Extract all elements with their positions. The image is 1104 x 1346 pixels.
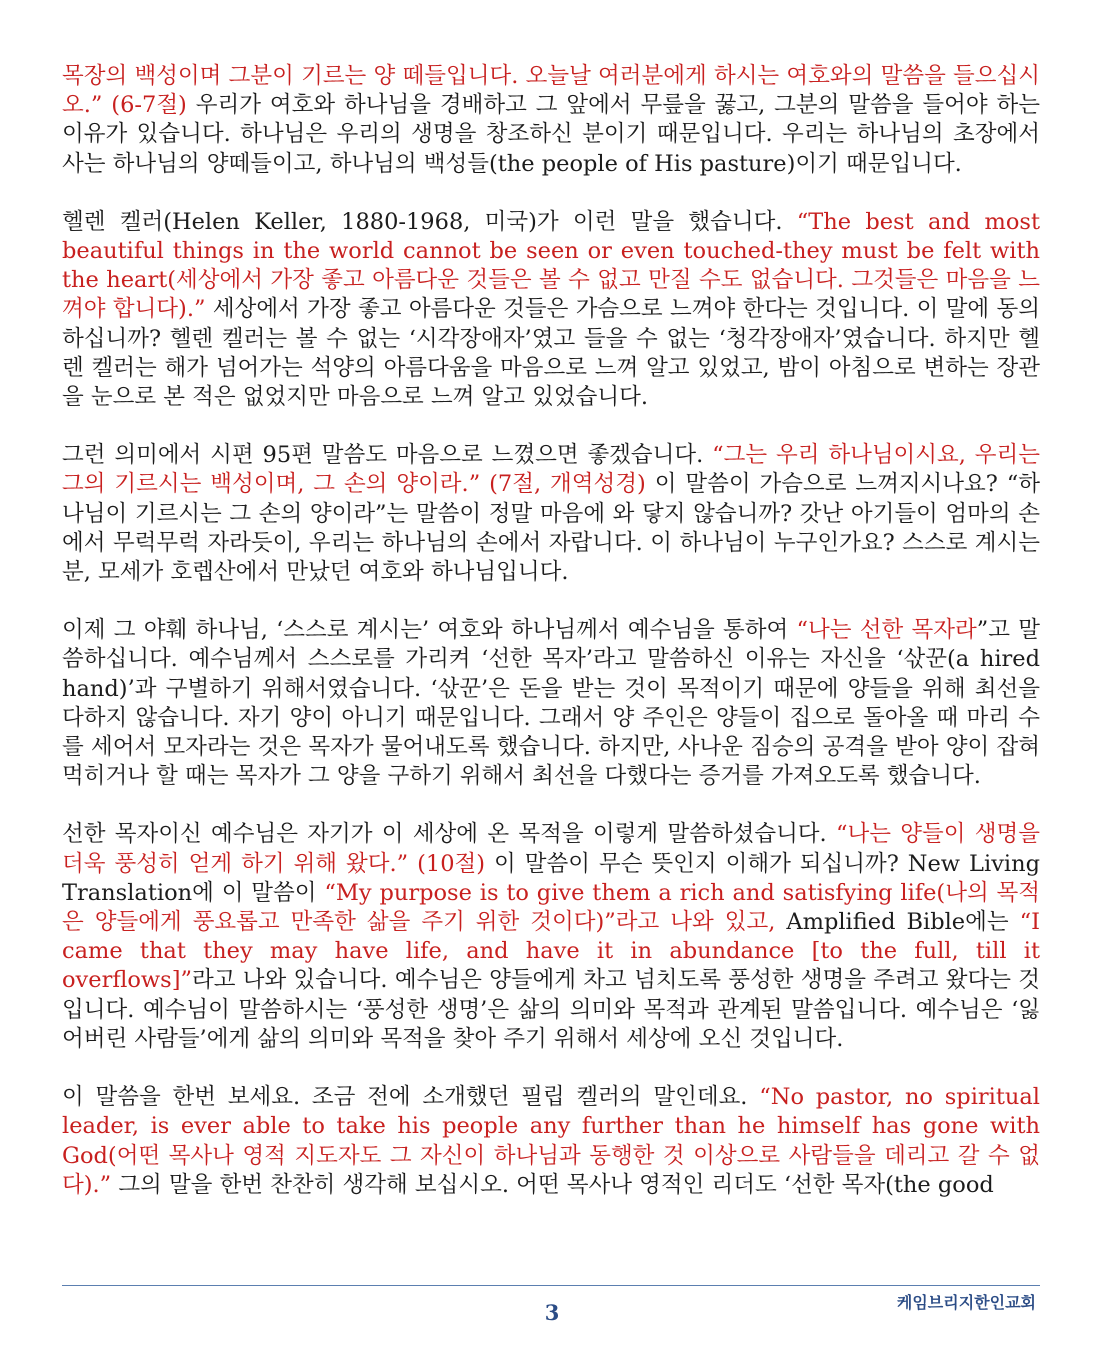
- paragraph: [62, 616, 1040, 791]
- article-body: [62, 62, 1040, 1229]
- quote-text: “나는 선한 목자라: [796, 617, 977, 644]
- paragraph: [62, 62, 1040, 179]
- quote-text: “The best and most beautiful things in the world cannot be seen or even touched-they must be felt with the heart(세상에서 가장 좋고 아름다운 것들은 볼 수 없고 만질 수도 없습니다. 그것들은 마음을 느껴야 합니다).”: [62, 208, 1040, 323]
- body-text: 세상에서 가장 좋고 아름다운 것들은 가슴으로 느껴야 한다는 것입니다. 이 말에 동의하십니까? 헬렌 켈러는 볼 수 없는 ‘시각장애자’였고 들을 수 없는 ‘청각장애자’였습니다. 하지만 헬렌 켈러는 해가 넘어가는 석양의 아름다움을 마음으로 느껴 알고 있었고, 밤이 아침으로 변하는 장관을 눈으로 본 적은 없었지만 마음으로 느껴 알고 있었습니다.: [62, 296, 1041, 411]
- paragraph: [62, 208, 1040, 412]
- body-text: 이 말씀을 한번 보세요. 조금 전에 소개했던 필립 켈러의 말인데요.: [62, 1084, 760, 1111]
- paragraph: [62, 820, 1040, 1054]
- body-text: 이 말씀이 가슴으로 느껴지시나요? “하나님이 기르시는 그 손의 양이라”는 말씀이 정말 마음에 와 닿지 않습니까? 갓난 아기들이 엄마의 손에서 무럭무럭 자라듯이, 우리는 하나님의 손에서 자랍니다. 이 하나님이 누구인가요? 스스로 계시는 분, 모세가 호렙산에서 만났던 여호와 하나님입니다.: [62, 471, 1040, 586]
- quote-text: 목장의 백성이며 그분이 기르는 양 떼들입니다. 오늘날 여러분에게 하시는 여호와의 말씀을 들으십시오.” (6-7절): [62, 63, 1040, 119]
- paragraph: [62, 1083, 1040, 1200]
- quote-text: “나는 양들이 생명을 더욱 풍성히 얻게 하기 위해 왔다.” (10절): [62, 821, 1040, 877]
- quote-text: “I came that they may have life, and have it in abundance [to the full, till it overflows]”: [62, 909, 1040, 994]
- body-text: Amplified Bible에는: [775, 909, 1020, 936]
- quote-text: “No pastor, no spiritual leader, is ever able to take his people any further than he himself has gone with God(어떤 목사나 영적 지도자도 그 자신이 하나님과 동행한 것 이상으로 사람들을 데리고 갈 수 없다).”: [62, 1084, 1041, 1198]
- quote-text: “그는 우리 하나님이시요, 우리는 그의 기르시는 백성이며, 그 손의 양이라.” (7절, 개역성경): [62, 442, 1040, 498]
- body-text: 헬렌 켈러(Helen Keller, 1880-1968, 미국)가 이런 말을 했습니다.: [62, 208, 797, 235]
- body-text: ”고 말씀하십니다. 예수님께서 스스로를 가리켜 ‘선한 목자’라고 말씀하신 이유는 자신을 ‘삯꾼(a hired hand)’과 구별하기 위해서였습니다. ‘삯꾼’은 돈을 받는 것이 목적이기 때문에 양들을 위해 최선을 다하지 않습니다. 자기 양이 아니기 때문입니다. 그래서 양 주인은 양들이 집으로 돌아올 때 마리 수를 세어서 모자라는 것은 목자가 물어내도록 했습니다. 하지만, 사나운 짐승의 공격을 받아 양이 잡혀 먹히거나 할 때는 목자가 그 양을 구하기 위해서 최선을 다했다는 증거를 가져오도록 했습니다.: [62, 617, 1040, 790]
- church-name: 케임브리지한인교회: [896, 1293, 1036, 1312]
- body-text: 이 말씀이 무슨 뜻인지 이해가 되십니까? New Living Translation에 이 말씀이: [62, 850, 1040, 906]
- paragraph: [62, 441, 1040, 587]
- body-text: 그런 의미에서 시편 95편 말씀도 마음으로 느꼈으면 좋겠습니다.: [62, 442, 713, 469]
- body-text: 그의 말을 한번 찬찬히 생각해 보십시오. 어떤 목사나 영적인 리더도 ‘선한 목자(the good: [111, 1171, 994, 1198]
- body-text: 이제 그 야훼 하나님, ‘스스로 계시는’ 여호와 하나님께서 예수님을 통하여: [62, 617, 797, 644]
- body-text: 우리가 여호와 하나님을 경배하고 그 앞에서 무릎을 꿇고, 그분의 말씀을 들어야 하는 이유가 있습니다. 하나님은 우리의 생명을 창조하신 분이기 때문입니다. 우리는 하나님의 초장에서 사는 하나님의 양떼들이고, 하나님의 백성들(the people of His pasture)이기 때문입니다.: [62, 92, 1040, 177]
- body-text: 선한 목자이신 예수님은 자기가 이 세상에 온 목적을 이렇게 말씀하셨습니다.: [62, 821, 836, 848]
- body-text: 라고 나와 있습니다. 예수님은 양들에게 차고 넘치도록 풍성한 생명을 주려고 왔다는 것입니다. 예수님이 말씀하시는 ‘풍성한 생명’은 삶의 의미와 목적과 관계된 말씀입니다. 예수님은 ‘잃어버린 사람들’에게 삶의 의미와 목적을 찾아 주기 위해서 세상에 오신 것입니다.: [62, 967, 1040, 1052]
- quote-text: “My purpose is to give them a rich and satisfying life(나의 목적은 양들에게 풍요롭고 만족한 삶을 주기 위한 것이다)”라고 나와 있고,: [62, 879, 1040, 936]
- page-number: 3: [544, 1300, 560, 1325]
- footer-divider: [62, 1285, 1040, 1286]
